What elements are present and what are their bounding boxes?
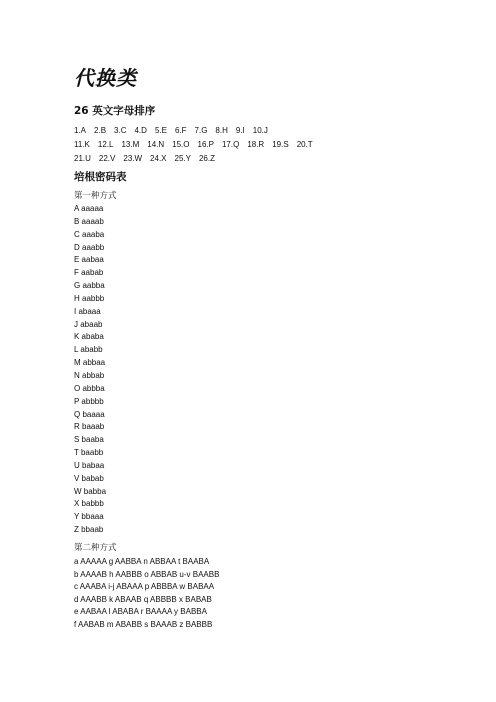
list-item: R baaab	[74, 422, 105, 432]
alphabet-entry: 11.K	[74, 140, 90, 149]
list-item: A aaaaa	[74, 204, 104, 213]
alphabet-entry: 18.R	[247, 140, 265, 149]
alphabet-entry: 19.S	[272, 140, 289, 149]
alphabet-entry: 7.G	[194, 126, 208, 135]
alphabet-heading: 26 英文字母排序	[74, 105, 156, 117]
alphabet-line-3	[74, 153, 223, 164]
alphabet-entry: 5.E	[154, 126, 167, 135]
list-item: N abbab	[74, 370, 105, 380]
list-item: X babbb	[74, 499, 104, 509]
alphabet-entry: 1.A	[74, 126, 87, 135]
bacon-method1-list	[74, 203, 106, 537]
list-item: d AAABB k ABAAB q ABBBB x BABAB	[74, 594, 212, 604]
alphabet-entry: 24.X	[150, 154, 167, 163]
list-item: E aabaa	[74, 255, 104, 265]
list-item: Z bbaab	[74, 525, 104, 535]
alphabet-entry: 22.V	[98, 154, 116, 163]
list-item: a AAAAA g AABBA n ABBAA t BAABA	[74, 557, 210, 566]
alphabet-entry: 2.B	[94, 126, 107, 135]
list-item: D aaabb	[74, 242, 105, 252]
list-item: B aaaab	[74, 216, 104, 226]
list-item: V babab	[74, 473, 104, 483]
list-item: S baaba	[74, 435, 104, 445]
list-item: f AABAB m ABABB s BAAAB z BABBB	[74, 619, 213, 629]
alphabet-entry: 4.D	[134, 126, 147, 135]
list-item: C aaaba	[74, 229, 105, 239]
alphabet-entry: 23.W	[123, 154, 143, 163]
page-title: 代换类	[74, 66, 137, 90]
bacon-method2-list	[74, 556, 219, 632]
method2-label: 第二种方式	[74, 543, 117, 553]
alphabet-entry: 25.Y	[174, 154, 191, 163]
list-item: c AAABA i-j ABAAA p ABBBA w BABAA	[74, 582, 215, 592]
list-item: I abaaa	[74, 306, 101, 316]
list-item: Q baaaa	[74, 409, 105, 419]
alphabet-entry: 12.L	[97, 140, 114, 149]
alphabet-entry: 3.C	[114, 126, 127, 135]
list-item: P abbbb	[74, 396, 104, 406]
alphabet-entry: 17.Q	[221, 140, 240, 149]
bacon-heading: 培根密码表	[74, 171, 127, 183]
list-item: T baabb	[74, 448, 104, 458]
alphabet-entry: 15.O	[172, 140, 190, 149]
alphabet-entry: 10.J	[252, 126, 268, 135]
list-item: e AABAA l ABABA r BAAAA y BABBA	[74, 607, 207, 617]
alphabet-line-1	[74, 125, 276, 136]
list-item: K ababa	[74, 332, 104, 342]
method1-label: 第一种方式	[74, 191, 117, 201]
list-item: Y bbaaa	[74, 512, 104, 522]
list-item: W babba	[74, 486, 107, 496]
list-item: M abbaa	[74, 358, 106, 368]
list-item: H aabbb	[74, 293, 105, 303]
list-item: U babaa	[74, 460, 105, 470]
alphabet-line-2	[74, 139, 321, 150]
list-item: G aabba	[74, 281, 105, 291]
alphabet-entry: 20.T	[296, 140, 313, 149]
list-item: J abaab	[74, 319, 103, 329]
list-item: O abbba	[74, 383, 105, 393]
alphabet-entry: 26.Z	[198, 154, 215, 163]
alphabet-entry: 16.P	[197, 140, 214, 149]
alphabet-entry: 13.M	[121, 140, 140, 149]
alphabet-entry: 9.I	[235, 126, 245, 135]
list-item: b AAAAB h AABBB o ABBAB u-v BAABB	[74, 569, 220, 579]
alphabet-entry: 6.F	[174, 126, 187, 135]
alphabet-entry: 21.U	[74, 154, 91, 163]
alphabet-entry: 14.N	[147, 140, 165, 149]
alphabet-entry: 8.H	[215, 126, 228, 135]
list-item: F aabab	[74, 268, 104, 278]
list-item: L ababb	[74, 345, 103, 355]
